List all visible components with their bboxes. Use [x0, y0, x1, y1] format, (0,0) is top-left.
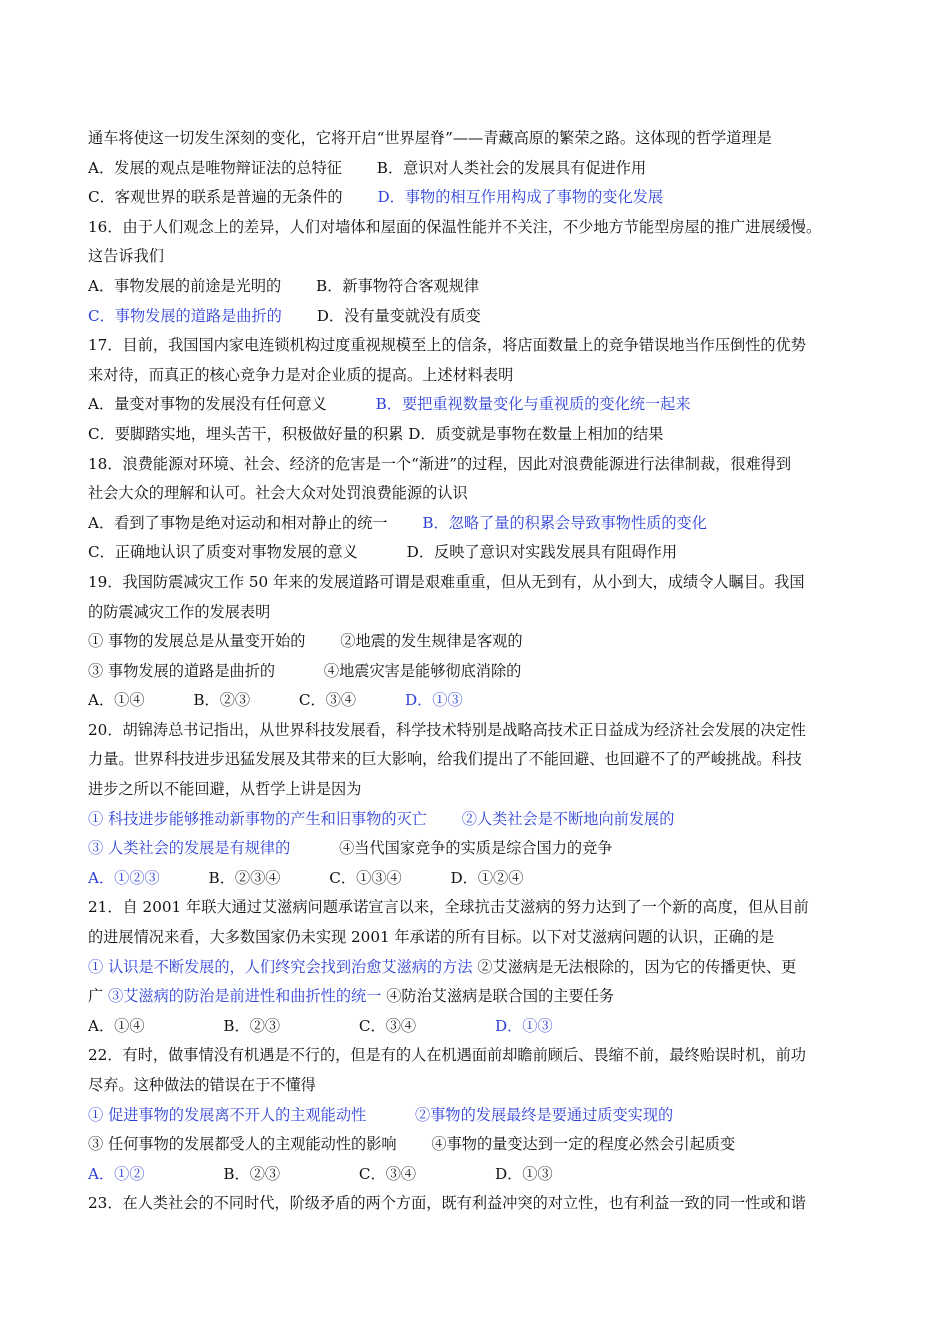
option-line [88, 1160, 878, 1190]
question-text: 的进展情况来看，大多数国家仍未实现 2001 年承诺的所有目标。以下对艾滋病问题的认识，正确的是 [88, 928, 775, 947]
statement-2-answer: ②事物的发展最终是要通过质变实现的 [415, 1105, 674, 1124]
question-text: 19．我国防震减灾工作 50 年来的发展道路可谓是艰难重重，但从无到有，从小到大，成绩令人瞩目。我国 [88, 572, 805, 591]
statement-line [88, 1130, 878, 1160]
option-a: A．①④ [88, 1016, 145, 1035]
question-text: 来对待，而真正的核心竞争力是对企业质的提高。上述材料表明 [88, 365, 514, 384]
statement-4: ④防治艾滋病是联合国的主要任务 [386, 987, 615, 1006]
question-text: 20．胡锦涛总书记指出，从世界科技发展看，科学技术特别是战略高技术正日益成为经济社会发展的决定性 [88, 720, 806, 739]
option-line [88, 183, 878, 213]
option-line [88, 686, 878, 716]
text-line [88, 1071, 878, 1101]
question-text: 18．浪费能源对环境、社会、经济的危害是一个“渐进”的过程，因此对浪费能源进行法律制裁，很难得到 [88, 454, 792, 473]
option-b: B．意识对人类社会的发展具有促进作用 [376, 158, 647, 177]
statement-2-answer: ②人类社会是不断地向前发展的 [461, 809, 675, 828]
option-d: D．①③ [494, 1164, 553, 1183]
option-d: D．反映了意识对实践发展具有阻碍作用 [406, 543, 678, 562]
line-text: 通车将使这一切发生深刻的变化，它将开启“世界屋脊”——青藏高原的繁荣之路。这体现的哲学道理是 [88, 129, 772, 147]
statement-line [88, 805, 878, 835]
question-text: 社会大众的理解和认可。社会大众对处罚浪费能源的认识 [88, 484, 468, 503]
option-line [88, 1012, 878, 1042]
option-b: B．②③ [193, 691, 251, 710]
option-c: C．③④ [358, 1016, 417, 1035]
option-line [88, 538, 878, 568]
statement-line [88, 627, 878, 657]
statement-1-answer: ① 促进事物的发展离不开人的主观能动性 [88, 1105, 367, 1124]
option-a: A．看到了事物是绝对运动和相对静止的统一 [88, 513, 388, 532]
option-c: C．要脚踏实地，埋头苦干，积极做好量的积累 [88, 424, 404, 443]
option-c: C．正确地认识了质变对事物发展的意义 [88, 543, 358, 562]
option-line [88, 154, 878, 184]
option-c: C．客观世界的联系是普遍的无条件的 [88, 188, 343, 207]
statement-line [88, 982, 878, 1012]
statement-line [88, 657, 878, 687]
question-22 [88, 1041, 878, 1071]
text-line [88, 923, 878, 953]
question-text: 22．有时，做事情没有机遇是不行的，但是有的人在机遇面前却瞻前顾后、畏缩不前，最终贻误时机，前功 [88, 1046, 806, 1065]
statement-line [88, 1101, 878, 1131]
statement-1: ① 事物的发展总是从量变开始的 [88, 632, 306, 651]
option-a: A．事物发展的前途是光明的 [88, 276, 282, 295]
option-line [88, 390, 878, 420]
statement-1-answer: ① 科技进步能够推动新事物的产生和旧事物的灭亡 [88, 809, 427, 828]
question-18 [88, 450, 878, 480]
option-line [88, 302, 878, 332]
text-line [88, 361, 878, 391]
statement-3-answer: ③ 人类社会的发展是有规律的 [88, 839, 291, 858]
text-line [88, 745, 878, 775]
question-text: 的防震减灾工作的发展表明 [88, 602, 271, 621]
option-a: A．量变对事物的发展没有任何意义 [88, 395, 327, 414]
option-c: C．③④ [298, 691, 357, 710]
question-text: 进步之所以不能回避，从哲学上讲是因为 [88, 780, 362, 799]
question-19 [88, 568, 878, 598]
option-d: D．质变就是事物在数量上相加的结果 [408, 424, 664, 443]
option-d: D．没有量变就没有质变 [316, 306, 481, 325]
option-a-answer: A．①②③ [88, 868, 160, 887]
statement-4: ④当代国家竞争的实质是综合国力的竞争 [339, 839, 613, 858]
question-23 [88, 1189, 878, 1219]
option-c-answer: C．事物发展的道路是曲折的 [88, 306, 282, 325]
statement-line [88, 953, 878, 983]
question-text: 21．自 2001 年联大通过艾滋病问题承诺宣言以来，全球抗击艾滋病的努力达到了一个新的高度，但从目前 [88, 898, 809, 917]
statement-4: ④事物的量变达到一定的程度必然会引起质变 [431, 1135, 736, 1154]
question-text: 这告诉我们 [88, 247, 164, 266]
question-text: 力量。世界科技进步迅猛发展及其带来的巨大影响，给我们提出了不能回避、也回避不了的严峻挑战。科技 [88, 750, 802, 769]
option-d: D．①②④ [450, 868, 524, 887]
statement-3-answer: ③艾滋病的防治是前进性和曲折性的统一 [108, 987, 382, 1006]
option-d-answer: D．①③ [494, 1016, 553, 1035]
option-line [88, 509, 878, 539]
option-b: B．新事物符合客观规律 [316, 276, 480, 295]
question-text: 尽弃。这种做法的错误在于不懂得 [88, 1076, 316, 1094]
statement-line [88, 834, 878, 864]
option-line [88, 864, 878, 894]
statement-2-continued: 广 [88, 987, 104, 1006]
question-16 [88, 213, 878, 243]
option-line [88, 420, 878, 450]
option-d-answer: D．①③ [404, 691, 463, 710]
statement-4: ④地震灾害是能够彻底消除的 [323, 661, 522, 680]
question-20 [88, 716, 878, 746]
statement-2: ②艾滋病是无法根除的，因为它的传播更快、更 [477, 957, 797, 976]
text-line [88, 598, 878, 628]
option-line [88, 272, 878, 302]
text-line [88, 124, 878, 154]
question-21 [88, 893, 878, 923]
option-b: B．②③④ [208, 868, 281, 887]
statement-2: ②地震的发生规律是客观的 [340, 632, 523, 651]
question-text: 17．目前，我国国内家电连锁机构过度重视规模至上的信条，将店面数量上的竞争错误地当作压倒性的优势 [88, 336, 806, 355]
statement-1-answer: ① 认识是不断发展的，人们终究会找到治愈艾滋病的方法 [88, 957, 473, 976]
option-c: C．①③④ [329, 868, 402, 887]
option-a: A．发展的观点是唯物辩证法的总特征 [88, 158, 342, 177]
option-a-answer: A．①② [88, 1164, 145, 1183]
question-text: 16．由于人们观念上的差异，人们对墙体和屋面的保温性能并不关注，不少地方节能型房屋的推广进展缓慢。 [88, 217, 822, 236]
question-17 [88, 331, 878, 361]
option-d-answer: D．事物的相互作用构成了事物的变化发展 [377, 188, 664, 207]
option-b-answer: B．要把重视数量变化与重视质的变化统一起来 [375, 395, 691, 414]
text-line [88, 479, 878, 509]
option-b: B．②③ [223, 1016, 281, 1035]
statement-3: ③ 任何事物的发展都受人的主观能动性的影响 [88, 1135, 397, 1154]
option-c: C．③④ [358, 1164, 417, 1183]
exam-page [88, 124, 878, 1219]
text-line [88, 242, 878, 272]
text-line [88, 775, 878, 805]
option-a: A．①④ [88, 691, 145, 710]
question-text: 23．在人类社会的不同时代，阶级矛盾的两个方面，既有利益冲突的对立性，也有利益一致的同一性或和谐 [88, 1194, 806, 1213]
statement-3: ③ 事物发展的道路是曲折的 [88, 661, 276, 680]
option-b-answer: B．忽略了量的积累会导致事物性质的变化 [422, 513, 707, 532]
option-b: B．②③ [223, 1164, 281, 1183]
